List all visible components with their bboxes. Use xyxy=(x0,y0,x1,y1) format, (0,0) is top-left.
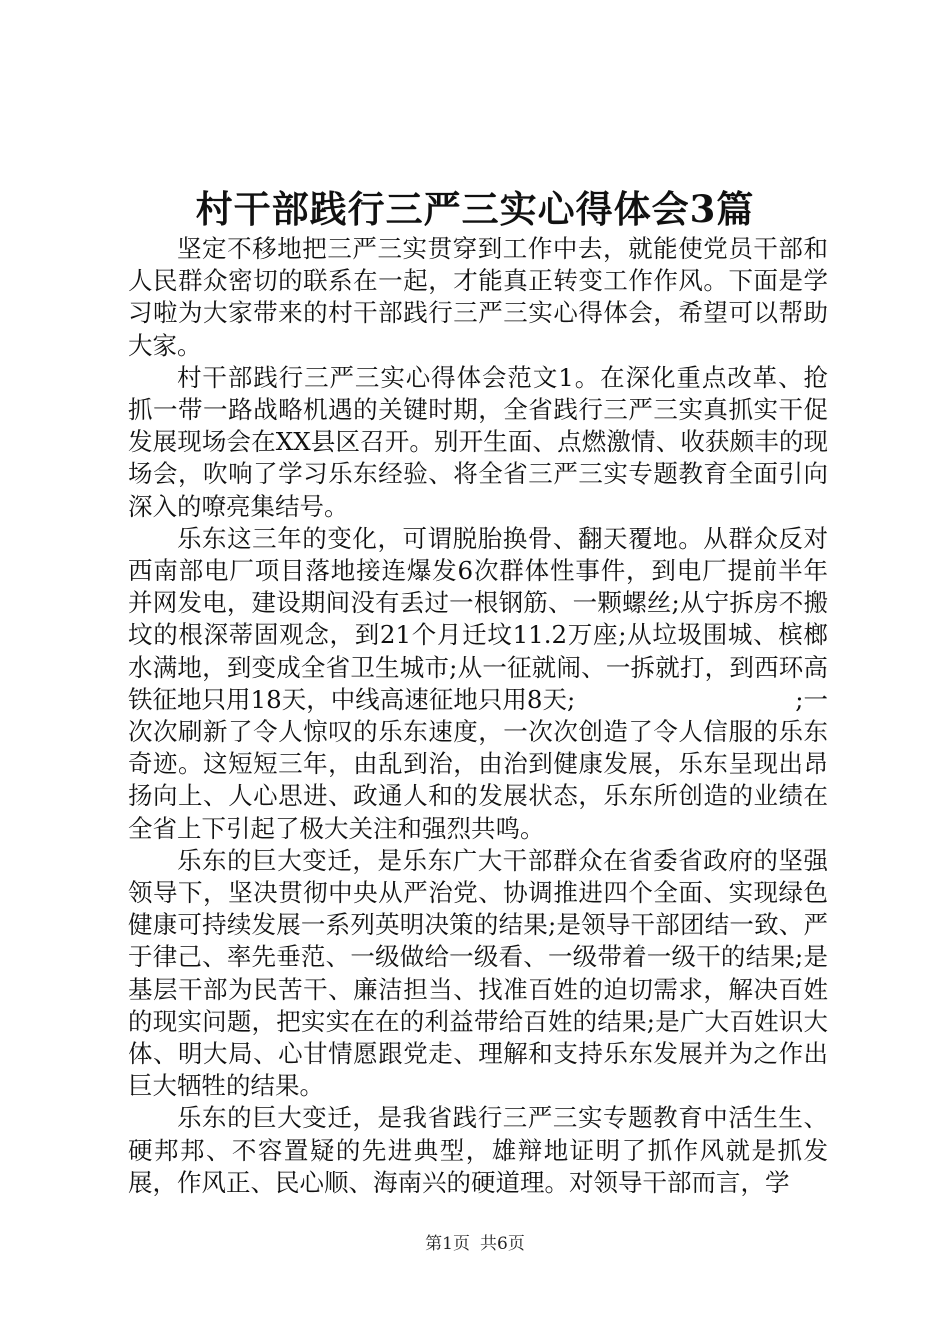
paragraph-ledong-model: 乐东的巨大变迁，是我省践行三严三实专题教育中活生生、硬邦邦、不容置疑的先进典型，雄辩地证明了抓作风就是抓发展，作风正、民心顺、海南兴的硬道理。对领导干部而言，学 xyxy=(128,1103,828,1197)
page-footer xyxy=(0,1232,950,1256)
paragraph-sample-1: 村干部践行三严三实心得体会范文1。在深化重点改革、抢抓一带一路战略机遇的关键时期，全省践行三严三实真抓实干促发展现场会在XX县区召开。别开生面、点燃激情、收获颇丰的现场会，吹响了学习乐东经验、将全省三严三实专题教育全面引向深入的嘹亮集结号。 xyxy=(128,362,828,521)
paragraph-ledong-change xyxy=(128,523,828,845)
page-total: 共6页 xyxy=(480,1234,525,1254)
paragraph-ledong-change-part2: ;一次次刷新了令人惊叹的乐东速度，一次次创造了令人信服的乐东奇迹。这短短三年，由乱到治，由治到健康发展，乐东呈现出昂扬向上、人心思进、政通人和的发展状态，乐东所创造的业绩在全省上下引起了极大关注和强烈共鸣。 xyxy=(128,684,829,843)
document-body xyxy=(128,233,828,1199)
paragraph-ledong-transformation: 乐东的巨大变迁，是乐东广大干部群众在省委省政府的坚强领导下，坚决贯彻中央从严治党、协调推进四个全面、实现绿色健康可持续发展一系列英明决策的结果;是领导干部团结一致、严于律己、率先垂范、一级做给一级看、一级带着一级干的结果;是基层干部为民苦干、廉洁担当、找准百姓的迫切需求，解决百姓的现实问题，把实实在在的利益带给百姓的结果;是广大百姓识大体、明大局、心甘情愿跟党走、理解和支持乐东发展并为之作出巨大牺牲的结果。 xyxy=(128,845,828,1101)
page-number: 第1页 xyxy=(425,1234,470,1254)
paragraph-ledong-change-part1: 乐东这三年的变化，可谓脱胎换骨、翻天覆地。从群众反对西南部电厂项目落地接连爆发6次群体性事件，到电厂提前半年并网发电，建设期间没有丢过一根钢筋、一颗螺丝;从宁拆房不搬坟的根深蒂固观念，到21个月迁坟11.2万座;从垃圾围城、槟榔水满地，到变成全省卫生城市;从一征就闹、一拆就打，到西环高铁征地只用18天，中线高速征地只用8天; xyxy=(128,523,828,714)
document-title: 村干部践行三严三实心得体会3篇 xyxy=(195,187,755,231)
paragraph-intro: 坚定不移地把三严三实贯穿到工作中去，就能使党员干部和人民群众密切的联系在一起，才能真正转变工作作风。下面是学习啦为大家带来的村干部践行三严三实心得体会，希望可以帮助大家。 xyxy=(128,234,828,360)
